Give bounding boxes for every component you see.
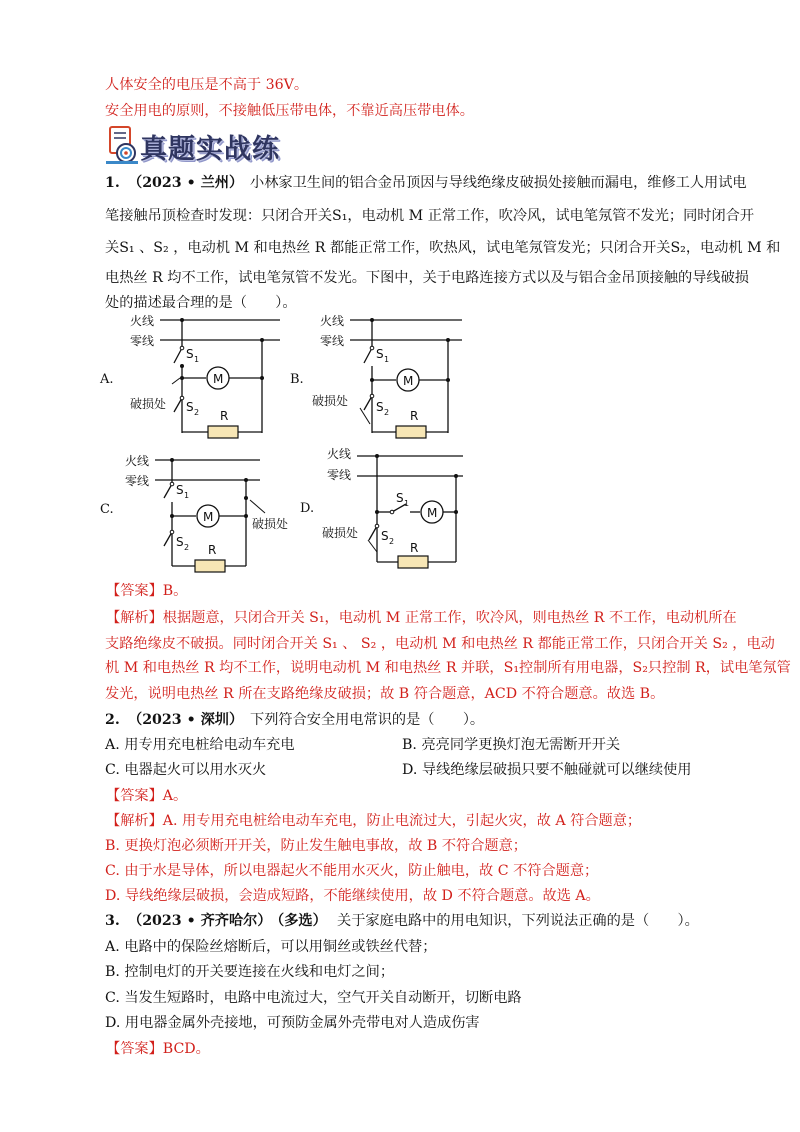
q3-tag: （多选） — [270, 913, 327, 929]
svg-text:1: 1 — [194, 355, 200, 364]
q2-option-c: C. 电器起火可以用水灭火 — [105, 762, 267, 778]
svg-text:破损处: 破损处 — [252, 517, 289, 531]
svg-text:S: S — [396, 491, 404, 505]
svg-text:S: S — [376, 400, 384, 414]
q1-stem-line-1: 小林家卫生间的铝合金吊顶因与导线绝缘皮破损处接触而漏电，维修工人用试电 — [250, 175, 747, 191]
circuit-option-d — [300, 444, 500, 583]
svg-text:M: M — [427, 506, 438, 520]
q1-analysis-line-1: 【解析】根据题意，只闭合开关 S₁，电动机 M 正常工作，吹冷风，则电热丝 R 不工作，电动机所在 — [106, 610, 737, 626]
q3-option-d: D. 用电器金属外壳接地，可预防金属外壳带电对人造成伤害 — [105, 1015, 480, 1031]
svg-text:零线: 零线 — [327, 468, 352, 482]
q2-analysis-line-2: B. 更换灯泡必须断开开关，防止发生触电事故，故 B 不符合题意； — [105, 838, 527, 854]
svg-text:R: R — [208, 543, 217, 557]
intro-line-1: 人体安全的电压是不高于 36V。 — [105, 77, 309, 93]
section-title: 真题实战练 — [140, 134, 280, 165]
neutral-wire-label: 零线 — [130, 334, 155, 348]
svg-text:1: 1 — [184, 491, 190, 500]
q3-option-c: C. 当发生短路时，电路中电流过大，空气开关自动断开，切断电路 — [105, 990, 522, 1006]
q2-option-a: A. 用专用充电桩给电动车充电 — [105, 737, 295, 753]
svg-text:S: S — [376, 347, 384, 361]
resistor-label: R — [220, 409, 229, 423]
q1-stem-line-4: 电热丝 R 均不工作，试电笔氖管不发光。下图中，关于电路连接方式以及与铝合金吊顶接触的导线破损 — [105, 270, 749, 286]
q3-option-a: A. 电路中的保险丝熔断后，可以用铜丝或铁丝代替； — [105, 939, 437, 955]
q3-stem: 关于家庭电路中的用电知识，下列说法正确的是（ ）。 — [337, 913, 699, 929]
target-book-icon — [106, 125, 140, 165]
q1-stem-line-2: 笔接触吊顶检查时发现：只闭合开关S₁，电动机 M 正常工作，吹冷风，试电笔氖管不发光；同时闭合开 — [105, 208, 755, 224]
resistor-icon — [208, 426, 238, 438]
circuit-option-c — [100, 448, 300, 582]
resistor-icon — [195, 560, 225, 572]
q2-option-b: B. 亮亮同学更换灯泡无需断开开关 — [402, 737, 621, 753]
resistor-icon — [398, 556, 428, 568]
q3-source: （2023 • 齐齐哈尔） — [128, 913, 272, 929]
q3-option-b: B. 控制电灯的开关要连接在火线和电灯之间； — [105, 964, 395, 980]
svg-text:破损处: 破损处 — [322, 526, 359, 540]
q2-option-d: D. 导线绝缘层破损只要不触碰就可以继续使用 — [402, 762, 692, 778]
svg-text:1: 1 — [404, 499, 410, 508]
q1-stem-line-5: 处的描述最合理的是（ ）。 — [105, 295, 297, 311]
q1-source: （2023 • 兰州） — [128, 175, 244, 191]
q1-stem-line-3: 关S₁ 、S₂ ，电动机 M 和电热丝 R 都能正常工作，吹热风，试电笔氖管发光；只闭合开关S₂，电动机 M 和 — [105, 240, 781, 256]
option-label-a: A. — [100, 372, 114, 387]
svg-text:S: S — [381, 529, 389, 543]
s1-label: S — [186, 347, 194, 361]
live-wire-label: 火线 — [130, 314, 155, 328]
option-label-c: C. — [100, 502, 114, 517]
q2-answer: 【答案】A。 — [106, 788, 188, 804]
q1-analysis-line-2: 支路绝缘皮不破损。同时闭合开关 S₁ 、 S₂ ，电动机 M 和电热丝 R 都能正常工作，只闭合开关 S₂ ，电动 — [105, 636, 775, 652]
q1-answer: 【答案】B。 — [106, 583, 188, 599]
svg-text:2: 2 — [389, 537, 395, 546]
q2-analysis-line-3: C. 由于水是导体，所以电器起火不能用水灭火，防止触电，故 C 不符合题意； — [105, 863, 599, 879]
q3-number: 3. — [105, 913, 120, 929]
resistor-icon — [396, 426, 426, 438]
svg-text:M: M — [213, 372, 224, 386]
q2-analysis-line-1: 【解析】A. 用专用充电桩给电动车充电，防止电流过大，引起火灾，故 A 符合题意； — [106, 813, 642, 829]
option-label-b: B. — [290, 372, 304, 387]
svg-text:零线: 零线 — [125, 474, 150, 488]
svg-text:火线: 火线 — [327, 447, 352, 461]
option-label-d: D. — [300, 501, 315, 516]
intro-line-2: 安全用电的原则，不接触低压带电体，不靠近高压带电体。 — [105, 103, 474, 119]
s2-label: S — [186, 400, 194, 414]
svg-text:S: S — [176, 535, 184, 549]
q1-analysis-line-4: 发光，说明电热丝 R 所在支路绝缘皮破损；故 B 符合题意，ACD 不符合题意。故选 B。 — [105, 686, 665, 702]
svg-text:2: 2 — [384, 408, 390, 417]
q3-answer: 【答案】BCD。 — [106, 1041, 210, 1057]
q2-number: 2. — [105, 712, 120, 728]
q1-analysis-line-3: 机 M 和电热丝 R 均不工作，说明电动机 M 和电热丝 R 并联，S₁控制所有用电器，S₂只控制 R，试电笔氖管 — [105, 660, 791, 676]
svg-text:2: 2 — [194, 408, 200, 417]
svg-text:破损处: 破损处 — [312, 394, 349, 408]
circuit-option-b — [290, 308, 480, 447]
svg-text:1: 1 — [384, 355, 390, 364]
svg-text:R: R — [410, 409, 419, 423]
svg-text:2: 2 — [184, 543, 190, 552]
q2-stem: 下列符合安全用电常识的是（ ）。 — [250, 712, 485, 728]
svg-text:M: M — [203, 510, 214, 524]
q1-number: 1. — [105, 175, 120, 191]
section-banner — [106, 125, 306, 165]
svg-text:零线: 零线 — [320, 334, 345, 348]
svg-text:M: M — [403, 374, 414, 388]
svg-text:火线: 火线 — [125, 454, 150, 468]
q2-source: （2023 • 深圳） — [128, 712, 244, 728]
circuit-option-a — [100, 308, 290, 447]
svg-text:火线: 火线 — [320, 314, 345, 328]
svg-text:R: R — [410, 541, 419, 555]
q2-analysis-line-4: D. 导线绝缘层破损，会造成短路，不能继续使用，故 D 不符合题意。故选 A。 — [105, 888, 600, 904]
svg-text:S: S — [176, 483, 184, 497]
damage-label: 破损处 — [130, 397, 167, 411]
